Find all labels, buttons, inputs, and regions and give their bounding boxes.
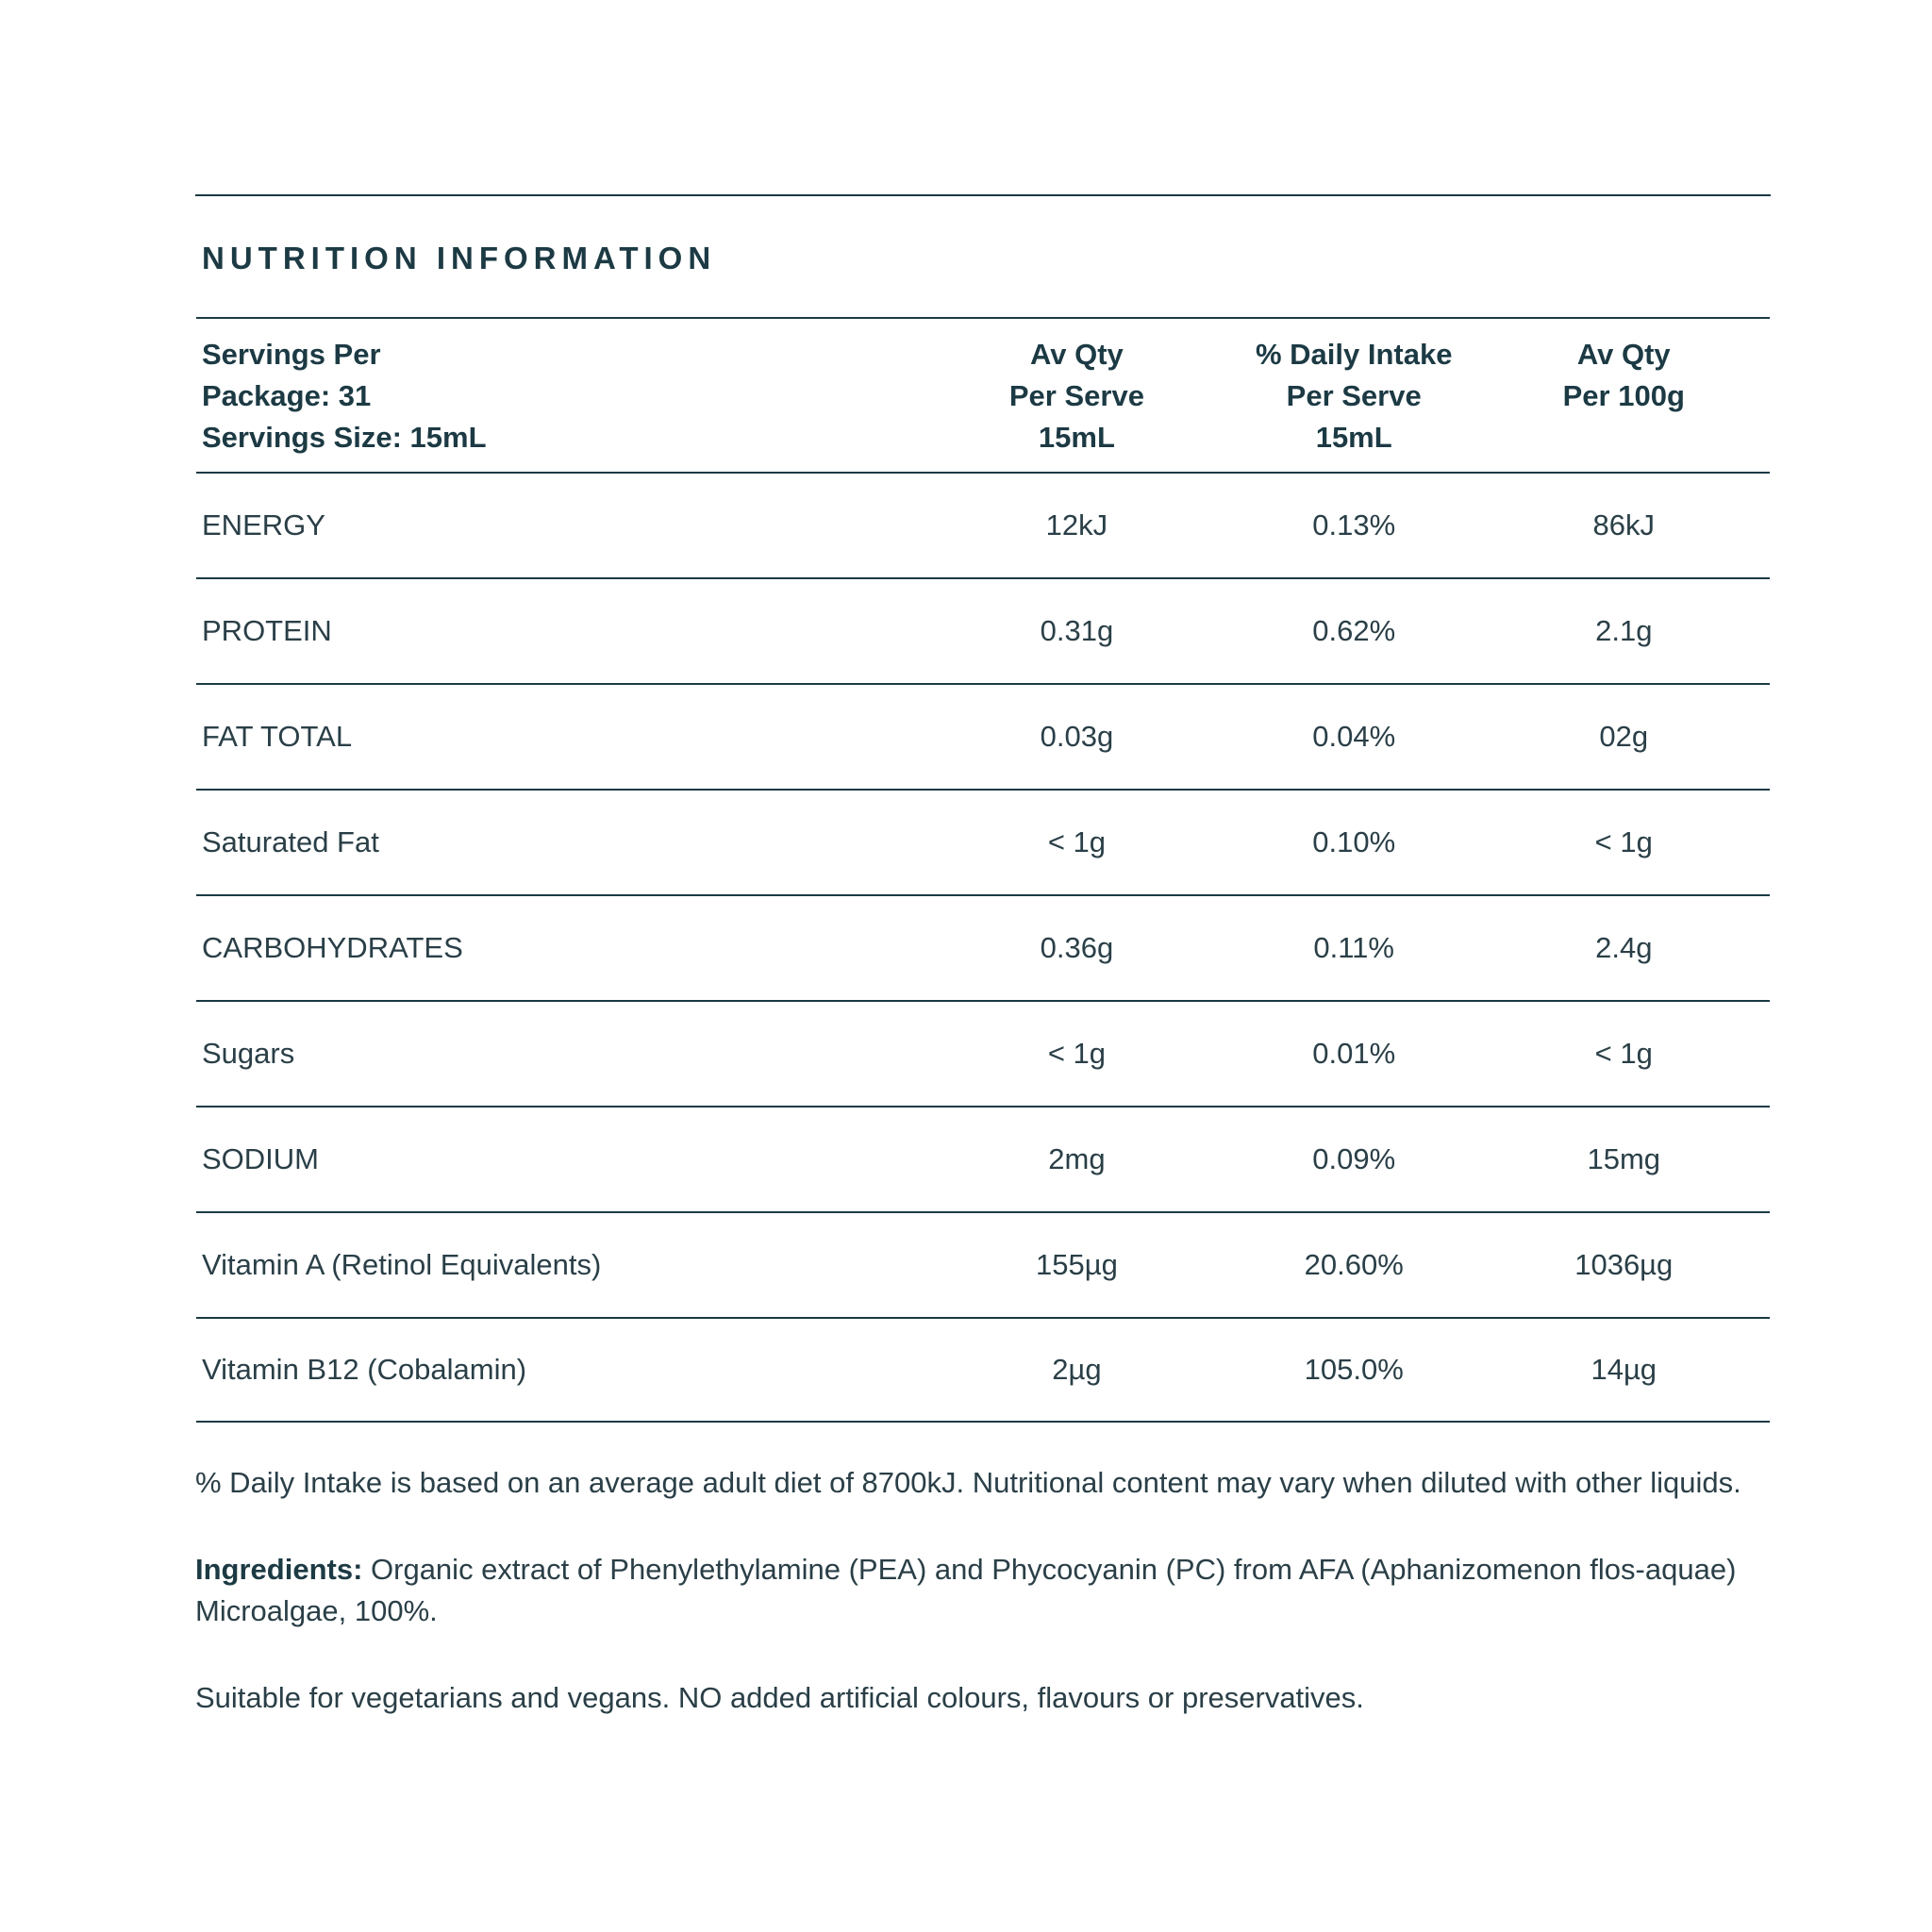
per-100g-value: 2.1g <box>1595 614 1653 647</box>
table-row <box>196 683 1770 789</box>
suitability-note: Suitable for vegetarians and vegans. NO added artificial colours, flavours or preservatives. <box>195 1681 1364 1714</box>
header-av-qty-line: Per Serve <box>1008 379 1144 412</box>
header-daily-intake-line: % Daily Intake <box>1255 338 1453 371</box>
per-serve-value: < 1g <box>1047 1037 1107 1070</box>
nutrient-name: ENERGY <box>202 508 325 541</box>
header-servings-line: Servings Per <box>202 338 381 371</box>
per-serve-value: 0.03g <box>1040 720 1114 753</box>
nutrition-panel <box>195 194 1771 1764</box>
header-servings-line: Package: 31 <box>202 379 372 412</box>
header-daily-intake-line: Per Serve <box>1286 379 1422 412</box>
nutrient-name: Sugars <box>202 1037 295 1070</box>
table-row <box>196 1211 1770 1317</box>
ingredients-text: Organic extract of Phenylethylamine (PEA) and Phycocyanin (PC) from AFA (Aphanizomenon flos-aquae) Microalgae, 100%. <box>195 1553 1737 1627</box>
per-serve-value: 155µg <box>1036 1248 1118 1281</box>
daily-intake-note: % Daily Intake is based on an average adult diet of 8700kJ. Nutritional content may vary when diluted with other liquids. <box>195 1466 1741 1499</box>
top-divider <box>195 194 1771 196</box>
per-100g-value: 2.4g <box>1595 931 1653 964</box>
header-av-qty-line: Av Qty <box>1030 338 1124 371</box>
per-serve-value: 2µg <box>1052 1353 1102 1386</box>
nutrient-name: SODIUM <box>202 1142 319 1175</box>
panel-title: NUTRITION INFORMATION <box>202 241 717 275</box>
table-row <box>196 894 1770 1000</box>
table-row <box>196 472 1770 577</box>
table-row <box>196 1317 1770 1423</box>
per-100g-value: < 1g <box>1594 1037 1653 1070</box>
per-100g-value: 86kJ <box>1592 508 1655 541</box>
per-serve-value: 0.36g <box>1040 931 1114 964</box>
daily-intake-value: 0.09% <box>1312 1142 1396 1175</box>
per-100g-value: < 1g <box>1594 825 1653 858</box>
table-header-row <box>196 317 1770 472</box>
notes-section <box>195 1462 1771 1719</box>
per-serve-value: 12kJ <box>1045 508 1108 541</box>
header-daily-intake <box>1215 319 1493 458</box>
header-per-100g-line: Per 100g <box>1562 379 1685 412</box>
header-av-qty-per-serve <box>939 319 1215 458</box>
per-serve-value: 0.31g <box>1040 614 1114 647</box>
nutrient-name: PROTEIN <box>202 614 332 647</box>
per-100g-value: 15mg <box>1587 1142 1661 1175</box>
per-100g-value: 02g <box>1599 720 1649 753</box>
daily-intake-value: 0.01% <box>1312 1037 1396 1070</box>
daily-intake-value: 0.62% <box>1312 614 1396 647</box>
nutrition-table <box>196 317 1770 1423</box>
header-per-100g-line: Av Qty <box>1576 338 1671 371</box>
daily-intake-value: 0.04% <box>1312 720 1396 753</box>
nutrient-name: FAT TOTAL <box>202 720 353 753</box>
header-daily-intake-line: 15mL <box>1315 421 1392 454</box>
ingredients-paragraph <box>195 1549 1771 1632</box>
nutrient-name: Vitamin A (Retinol Equivalents) <box>202 1248 602 1281</box>
per-100g-value: 1036µg <box>1574 1248 1674 1281</box>
nutrient-name: CARBOHYDRATES <box>202 931 463 964</box>
daily-intake-value: 0.13% <box>1312 508 1396 541</box>
daily-intake-value: 20.60% <box>1304 1248 1404 1281</box>
table-row <box>196 789 1770 894</box>
table-row <box>196 1106 1770 1211</box>
per-100g-value: 14µg <box>1591 1353 1657 1386</box>
per-serve-value: < 1g <box>1047 825 1107 858</box>
nutrient-name: Vitamin B12 (Cobalamin) <box>202 1353 527 1386</box>
table-row <box>196 1000 1770 1106</box>
daily-intake-value: 0.11% <box>1313 931 1394 964</box>
table-row <box>196 577 1770 683</box>
header-servings <box>196 319 939 458</box>
daily-intake-value: 105.0% <box>1304 1353 1404 1386</box>
header-av-qty-per-100g <box>1478 319 1770 417</box>
per-serve-value: 2mg <box>1048 1142 1106 1175</box>
ingredients-label: Ingredients: <box>195 1553 363 1586</box>
daily-intake-value: 0.10% <box>1312 825 1396 858</box>
header-servings-line: Servings Size: 15mL <box>202 421 487 454</box>
header-av-qty-line: 15mL <box>1038 421 1115 454</box>
nutrient-name: Saturated Fat <box>202 825 379 858</box>
